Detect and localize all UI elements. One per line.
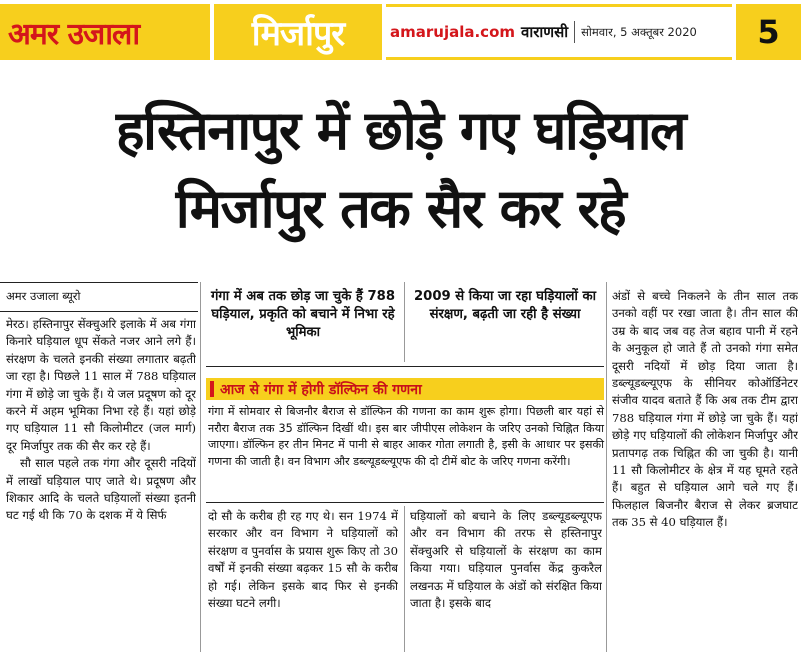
edition: वाराणसी [521, 23, 569, 41]
dolphin-box-rule [206, 502, 604, 503]
masthead-divider [574, 21, 575, 43]
headline [0, 92, 801, 248]
masthead [0, 0, 801, 66]
city-name: मिर्जापुर [251, 14, 345, 54]
pull-quote-1: गंगा में अब तक छोड़ जा चुके हैं 788 घड़ियाल, प्रकृति को बचाने में निभा रहे भूमिका [210, 289, 396, 340]
column-3 [410, 508, 602, 650]
page-number-block [736, 4, 801, 60]
column3-paragraph: घड़ियालों को बचाने के लिए डब्ल्यूडब्ल्यूएफ और वन विभाग की तरफ से हस्तिनापुर सेंक्चुअरि से घड़ियालों के संरक्षण का काम किया गया। घड़ियाल पुनर्वास केंद्र कुकरैल लखनऊ में घड़ियाल के अंडों को संरक्षित किया जाता है। इसके बाद [410, 509, 602, 611]
subhead-marker [210, 381, 214, 397]
column2-paragraph: दो सौ के करीब ही रह गए थे। सन 1974 में सरकार और वन विभाग ने घड़ियालों को संरक्षण व पुनर्वास के प्रयास शुरू किए तो 30 वर्षों में इनकी संख्या बढ़कर 15 सौ के करीब हो गई। लेकिन इसके बाद फिर से इनकी संख्या घटने लगी। [208, 509, 398, 611]
column1-paragraph-2: सौ साल पहले तक गंगा और दूसरी नदियों में लाखों घड़ियाल पाए जाते थे। प्रदूषण और शिकार आदि के चलते घड़ियालों संख्या इतनी घट गई थी कि 70 के दशक में ये सिर्फ [6, 456, 196, 523]
website: amarujala.com [390, 23, 516, 41]
brand-block [0, 4, 210, 60]
byline: अमर उजाला ब्यूरो [6, 289, 81, 303]
byline-rule [0, 311, 198, 312]
page-number: 5 [757, 13, 780, 51]
column-divider-3 [606, 282, 607, 652]
column1-top-rule [0, 282, 198, 283]
column-1 [6, 316, 196, 650]
column-divider-2 [404, 506, 405, 652]
subhead-bar [206, 378, 604, 400]
column-2 [208, 508, 398, 650]
city-block [214, 4, 382, 60]
column1-paragraph-1: मेरठ। हस्तिनापुर सेंक्चुअरि इलाके में अब गंगा किनारे घड़ियाल धूप सेंकते नजर आने लगे हैं। संरक्षण के चलते इनकी संख्या लगातार बढ़ती जा रहा है। पिछले 11 साल में 788 घड़ियाल गंगा में छोड़े जा चुके हैं। ये जल प्रदूषण को दूर करने में अहम भूमिका निभा रहे हैं। यहां छोड़े गए घड़ियाल 11 सौ किलोमीटर (जल मार्ग) दूर मिर्जापुर तक की सैर कर रहे हैं। [6, 317, 196, 453]
pull-quote-2: 2009 से किया जा रहा घड़ियालों का संरक्षण, बढ़ती जा रही है संख्या [413, 289, 596, 322]
dateline: सोमवार, 5 अक्तूबर 2020 [581, 24, 697, 39]
column-divider-1 [200, 282, 201, 652]
column4-paragraph: अंडों से बच्चे निकलने के तीन साल तक उनको वहीं पर रखा जाता है। तीन साल की उम्र के बाद जब वह तेज बहाव पानी में रहने के अनुकूल हो जाते हैं तो उनको गंगा समेत दूसरी नदियों में छोड़ दिया जाता है। डब्ल्यूडब्ल्यूएफ के सीनियर कोऑर्डिनेटर संजीव यादव बताते हैं कि अब तक टीम द्वारा 788 घड़ियाल गंगा में छोड़े जा चुके हैं। यहां छोड़े गए घड़ियालों की लोकेशन मिर्जापुर और प्रतापगढ़ तक चिह्नित की जा चुकी है। यानी 11 सौ किलोमीटर के क्षेत्र में यह घूमते रहते हैं। बहुत से घड़ियाल आगे चले गए हैं। फिलहाल बिजनौर बैराज से लेकर ब्रजघाट तक 35 से 40 घड़ियाल हैं। [612, 289, 798, 530]
pull-quote-rule [206, 366, 604, 367]
column-4 [612, 288, 798, 650]
headline-line-1: हस्तिनापुर में छोड़े गए घड़ियाल [115, 99, 686, 162]
newspaper-logo: अमर उजाला [8, 16, 140, 52]
pull-quote-divider [404, 282, 405, 362]
subhead: आज से गंगा में होगी डॉल्फिन की गणना [220, 381, 422, 398]
dolphin-paragraph: गंगा में सोमवार से बिजनौर बैराज से डॉल्फिन की गणना का काम शुरू होगा। पिछली बार यहां से नरौरा बैराज तक 35 डॉल्फिन दिखीं थी। इस बार जीपीएस लोकेशन के जरिए उनको चिह्नित किया जाएगा। डॉल्फिन हर तीन मिनट में पानी से बाहर आकर गोता लगाती है, इसी के आधार पर इसकी गणना की जाती है। वन विभाग और डब्ल्यूडब्ल्यूएफ की दो टीमें बोट के जरिए गणना करेंगी। [208, 405, 604, 468]
headline-line-2: मिर्जापुर तक सैर कर रहे [175, 177, 626, 240]
masthead-info [386, 4, 732, 60]
